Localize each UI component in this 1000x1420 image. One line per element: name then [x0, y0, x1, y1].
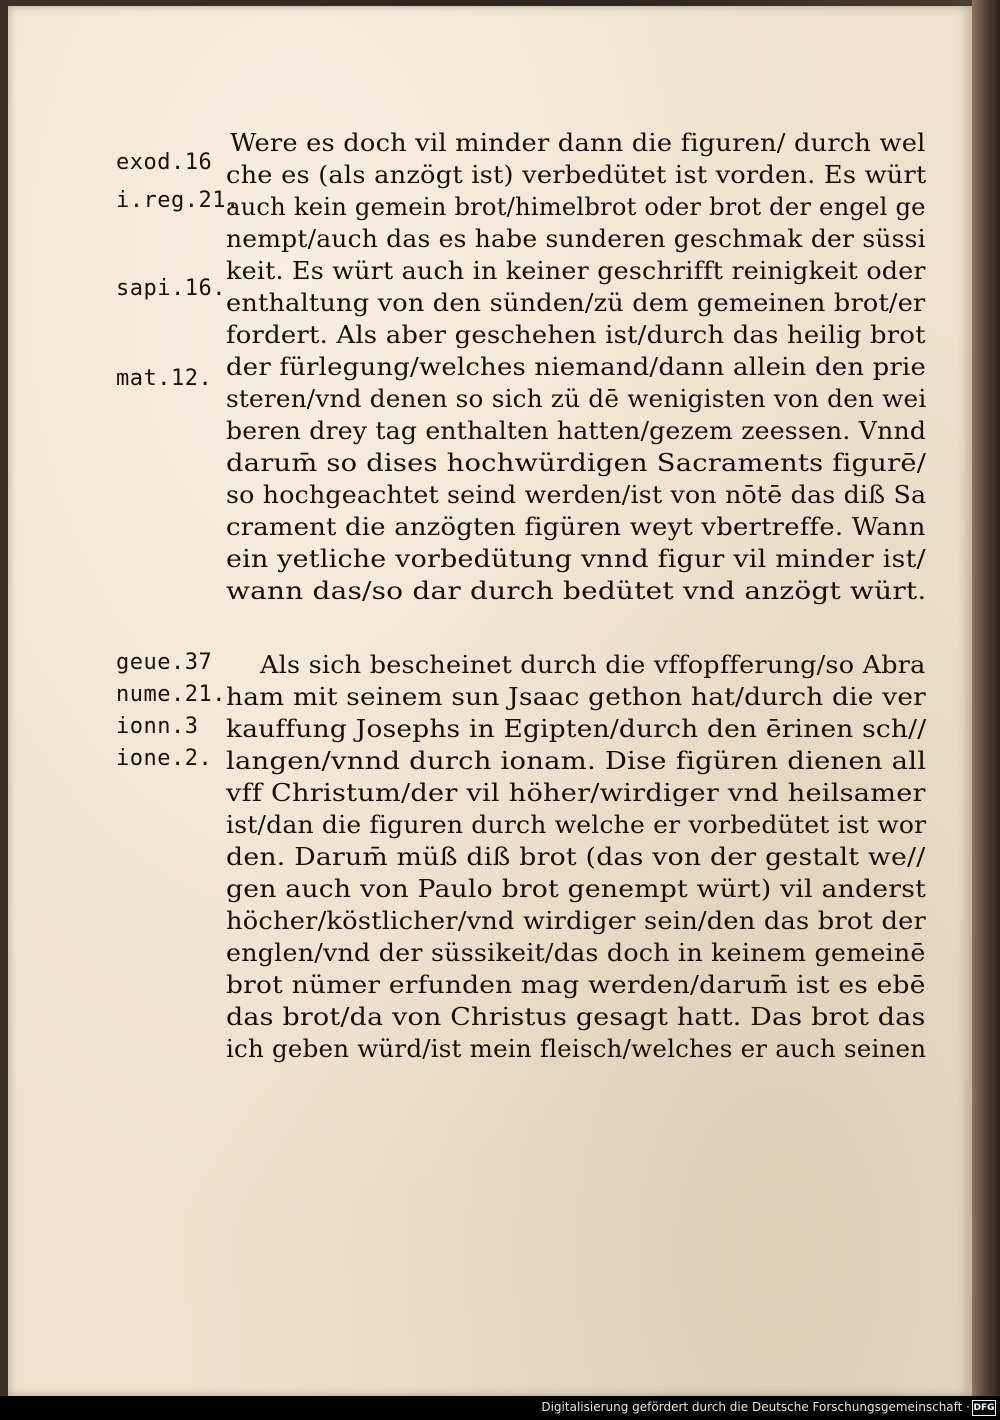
text-line: beren drey tag enthalten hatten/gezem zeessen. Vnnd: [226, 417, 927, 445]
text-line: darum̄ so dises hochwürdigen Sacraments figurē/: [226, 449, 927, 477]
marginal-note: exod.16: [116, 150, 213, 175]
text-line: che es (als anzögt ist) verbedütet ist vorden. Es würt: [226, 161, 927, 189]
text-line: wann das/so dar durch bedütet vnd anzögt würt.: [226, 577, 927, 605]
dfg-logo: DFG: [972, 1400, 996, 1416]
marginal-note: ione.2.: [116, 746, 213, 771]
text-line: englen/vnd der süssikeit/das doch in keinem gemeinē: [226, 939, 926, 967]
text-line: den. Darum̄ müß diß brot (das von der gestalt we//: [226, 843, 926, 871]
text-line: ein yetliche vorbedütung vnnd figur vil minder ist/: [226, 545, 926, 573]
marginal-note: ionn.3: [116, 714, 199, 739]
text-line: höcher/köstlicher/vnd wirdiger sein/den das brot der: [226, 907, 926, 935]
text-line: ist/dan die figuren durch welche er vorbedütet ist wor: [226, 811, 927, 839]
text-line: kauffung Josephs in Egipten/durch den ērinen sch//: [226, 715, 927, 743]
text-line: keit. Es würt auch in keiner geschrifft reinigkeit oder: [226, 257, 926, 285]
text-line: fordert. Als aber geschehen ist/durch das heilig brot: [226, 321, 926, 349]
funding-credit: Digitalisierung gefördert durch die Deutsche Forschungsgemeinschaft ·: [541, 1400, 970, 1414]
marginal-note: i.reg.21.: [116, 188, 240, 213]
text-line: Als sich bescheinet durch die vffopfferung/so Abra: [260, 651, 926, 679]
text-line: das brot/da von Christus gesagt hatt. Das brot das: [226, 1003, 926, 1031]
text-line: der fürlegung/welches niemand/dann allein den prie: [226, 353, 927, 381]
marginal-note: mat.12.: [116, 366, 213, 391]
text-line: ham mit seinem sun Jsaac gethon hat/durch die ver: [226, 683, 927, 711]
text-line: auch kein gemein brot/himelbrot oder brot der engel ge: [226, 193, 926, 221]
text-line: langen/vnnd durch ionam. Dise figüren dienen all: [226, 747, 927, 775]
marginal-note: geue.37: [116, 650, 213, 675]
text-line: vff Christum/der vil höher/wirdiger vnd heilsamer: [226, 779, 926, 807]
text-line: nempt/auch das es habe sunderen geschmak der süssi: [226, 225, 926, 253]
text-line: crament die anzögten figüren weyt vbertreffe. Wann: [226, 513, 926, 541]
marginal-note: nume.21.: [116, 682, 226, 707]
book-page: [8, 6, 972, 1396]
text-line: enthaltung von den sünden/zü dem gemeinen brot/er: [226, 289, 926, 317]
footer-bar: [0, 1396, 1000, 1420]
text-line: gen auch von Paulo brot genempt würt) vil anderst: [226, 875, 927, 903]
text-line: steren/vnd denen so sich zü dē wenigisten von den wei: [226, 385, 927, 413]
text-line: brot nümer erfunden mag werden/darum̄ ist es ebē: [226, 971, 926, 999]
text-line: Were es doch vil minder dann die figuren/ durch wel: [230, 129, 926, 157]
text-line: so hochgeachtet seind werden/ist von nōtē das diß Sa: [226, 481, 927, 509]
book-page-edge: [972, 0, 1000, 1420]
marginal-note: sapi.16.: [116, 276, 226, 301]
text-line: ich geben würd/ist mein fleisch/welches er auch seinen: [226, 1035, 927, 1063]
